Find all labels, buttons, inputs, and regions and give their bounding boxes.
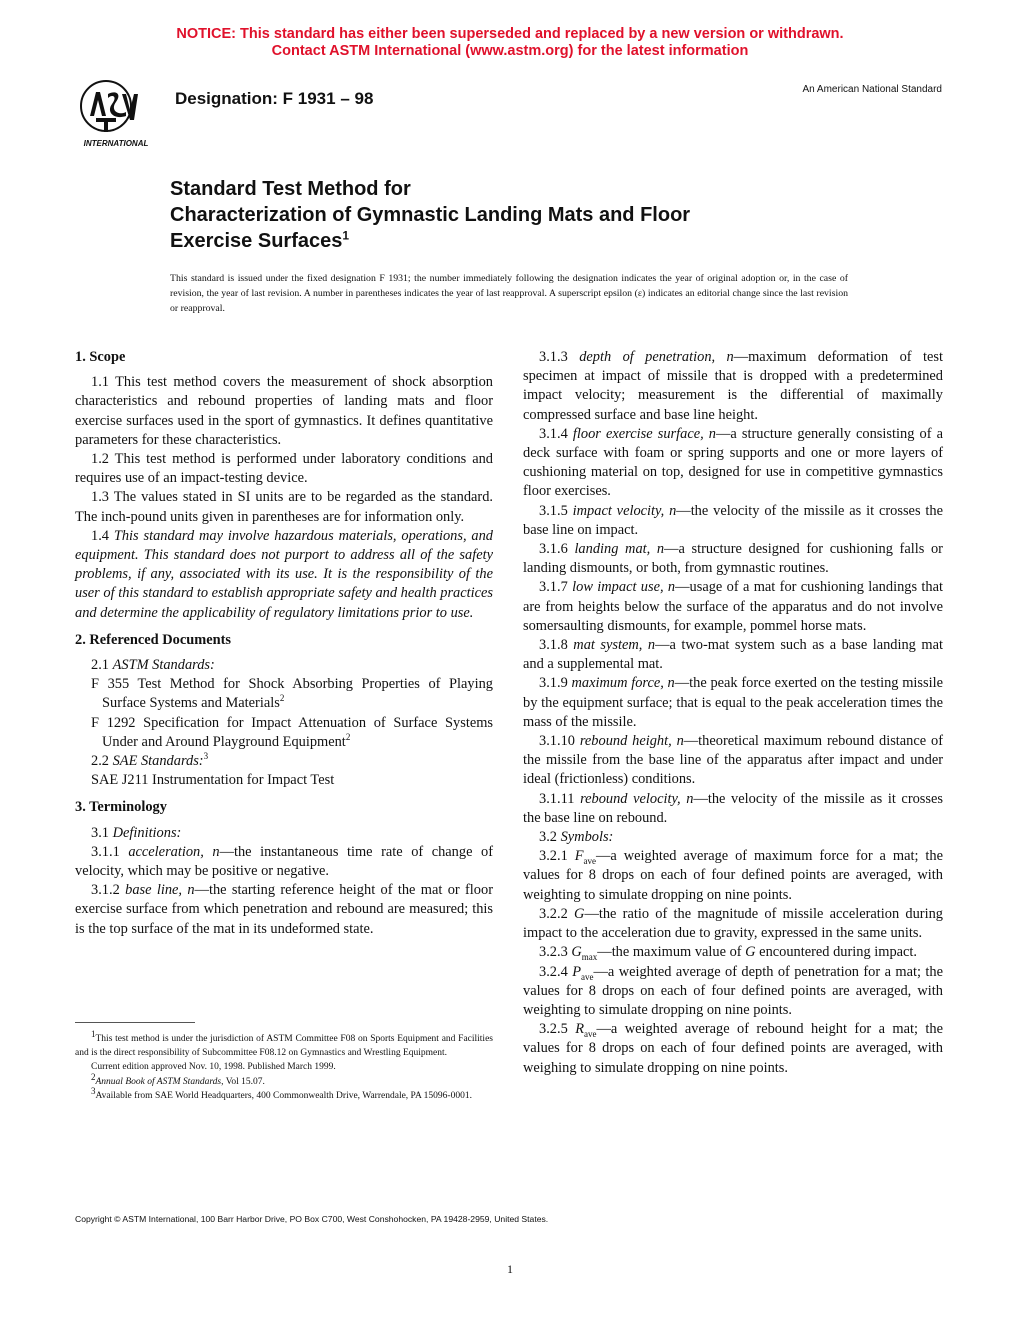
american-national-standard: An American National Standard <box>802 84 942 95</box>
footnotes <box>75 1028 493 1103</box>
paragraph-3-1: 3.1 Definitions: <box>91 824 182 841</box>
definition-floor-exercise-surface: 3.1.4 floor exercise surface, n—a structure generally consisting of a deck surface with foam or spring supports and one or more layers of cushioning material on top, designed for use in competitive gymnastics floor exercises. <box>523 425 943 500</box>
page-number: 1 <box>507 1262 513 1276</box>
paragraph-3-2: 3.2 Symbols: <box>539 829 614 846</box>
footnote-2: $^2$Annual Book of ASTM Standards, Vol 15.07. <box>91 1071 265 1087</box>
title-line-1: Standard Test Method for <box>170 178 411 200</box>
paragraph-1-3: 1.3 The values stated in SI units are to be regarded as the standard. The inch-pound units given in parentheses are for information only. <box>75 489 493 525</box>
section-heading-referenced: 2. Referenced Documents <box>75 631 231 648</box>
symbol-g: 3.2.2 G—the ratio of the magnitude of missile acceleration during impact to the acceleration due to gravity, expressed in the same units. <box>523 905 943 942</box>
definition-mat-system: 3.1.8 mat system, n—a two-mat system such as a base landing mat and a supplemental mat. <box>523 637 943 673</box>
definition-rebound-velocity: 3.1.11 rebound velocity, n—the velocity of the missile as it crosses the base line on rebound. <box>523 790 943 826</box>
footnote-1b: Current edition approved Nov. 10, 1998. Published March 1999. <box>91 1062 336 1073</box>
definition-rebound-height: 3.1.10 rebound height, n—theoretical maximum rebound distance of the missile from the base line of the apparatus after impact and under ideal (frictionless) conditions. <box>523 733 944 788</box>
footnote-3: $^3$Available from SAE World Headquarters, 400 Commonwealth Drive, Warrendale, PA 15096-0001. <box>91 1085 472 1101</box>
symbol-r-ave: 3.2.5 $R_{ave}—a$ weighted average of rebound height for a mat; the values for 8 drops on each of four defined points are averaged, with weighing to simulate dropping on nine points. <box>523 1021 943 1076</box>
notice-line-2: Contact ASTM International (www.astm.org) for the latest information <box>271 43 749 59</box>
reference-sae-j211: SAE J211 Instrumentation for Impact Test <box>91 772 335 789</box>
issued-note: This standard is issued under the fixed designation F 1931; the number immediately following the designation indicates the year of original adoption or, in the case of revision, the year of last revision. A number in parentheses indicates the year of last reapproval. A superscript epsilon (ε) indicates an editorial change since the last revision or reapproval. <box>170 273 848 314</box>
astm-logo-icon <box>70 76 162 148</box>
svg-text:INTERNATIONAL: INTERNATIONAL <box>83 139 149 148</box>
definition-maximum-force: 3.1.9 maximum force, n—the peak force exerted on the testing missile by the equipment surface; that is equal to the peak acceleration times the mass of the missile. <box>523 675 943 730</box>
symbol-p-ave: 3.2.4 $P_{ave}—a$ weighted average of depth of penetration for a mat; the values for 8 drops on each of four defined points are averaged, with weighting to simulate dropping on nine points. <box>523 963 943 1018</box>
definition-impact-velocity: 3.1.5 impact velocity, n—the velocity of the missile as it crosses the base line on impact. <box>523 502 943 538</box>
reference-f355: F 355 Test Method for Shock Absorbing Properties of Playing Surface Systems and Materials$^2$ <box>91 676 493 712</box>
definition-depth-of-penetration: 3.1.3 depth of penetration, n—maximum deformation of test specimen at impact of missile that is dropped with a predetermined impact velocity; measurement is the differential of maximally compressed surface and base line height. <box>523 349 943 423</box>
paragraph-1-4: 1.4 This standard may involve hazardous materials, operations, and equipment. This standard does not purport to address all of the safety problems, if any, associated with its use. It is the responsibility of the user of this standard to establish appropriate safety and health practices and determine the applicability of regulatory limitations prior to use. <box>75 527 493 621</box>
supersede-notice <box>0 26 1020 60</box>
title-line-2: Characterization of Gymnastic Landing Mats and Floor <box>170 204 691 226</box>
title-footnote-mark: 1 <box>342 228 350 243</box>
paragraph-2-1: 2.1 ASTM Standards: <box>91 657 215 674</box>
designation: Designation: F 1931 – 98 <box>175 89 374 108</box>
notice-line-1: NOTICE: This standard has either been superseded and replaced by a new version or withdrawn. <box>176 26 844 42</box>
footnote-1: $^1$This test method is under the jurisdiction of ASTM Committee F08 on Sports Equipment and Facilities and is the direct responsibility of Subcommittee F08.12 on Gymnastics and Wrestling Equipment. <box>75 1028 493 1059</box>
definition-low-impact-use: 3.1.7 low impact use, n—usage of a mat for cushioning landings that are from heights below the surface of the apparatus and do not involve somersaulting dismounts, for example, pommel horse mats. <box>523 579 943 634</box>
paragraph-1-2: 1.2 This test method is performed under laboratory conditions and requires use of an impact-testing device. <box>75 451 493 487</box>
reference-f1292: F 1292 Specification for Impact Attenuation of Surface Systems Under and Around Playground Equipment$^2$ <box>91 714 493 750</box>
footnote-rule <box>75 1022 195 1023</box>
definition-base-line: 3.1.2 base line, n—the starting reference height of the mat or floor exercise surface from which penetration and rebound are measured; this is the top surface of the mat in its undeformed state. <box>75 882 493 937</box>
definition-landing-mat: 3.1.6 landing mat, n—a structure designed for cushioning falls or landing dismounts, or both, from gymnastic routines. <box>523 541 943 577</box>
paragraph-1-1: 1.1 This test method covers the measurement of shock absorption characteristics and rebound properties of landing mats and floor exercise surfaces used in the sport of gymnastics. It defines quantitative parameters for these characteristics. <box>75 374 493 448</box>
section-heading-scope: 1. Scope <box>75 349 126 365</box>
document-title <box>170 176 870 254</box>
paragraph-2-2: 2.2 SAE Standards:$^3$ <box>91 751 209 770</box>
left-column <box>75 348 493 939</box>
right-column <box>523 348 943 1078</box>
symbol-g-max: 3.2.3 $G_{max}—the$ maximum value of G encountered during impact. <box>539 944 918 963</box>
copyright-line: Copyright © ASTM International, 100 Barr Harbor Drive, PO Box C700, West Conshohocken, PA 19428-2959, United States. <box>75 1214 549 1224</box>
definition-acceleration: 3.1.1 acceleration, n—the instantaneous time rate of change of velocity, which may be positive or negative. <box>75 843 493 880</box>
section-heading-terminology: 3. Terminology <box>75 799 167 816</box>
title-line-3: Exercise Surfaces$^1$ <box>170 228 350 252</box>
symbol-f-ave: 3.2.1 $F_{ave}—a$ weighted average of maximum force for a mat; the values for 8 drops on each of four defined points are averaged, with weighting to simulate dropping on nine points. <box>523 848 943 903</box>
